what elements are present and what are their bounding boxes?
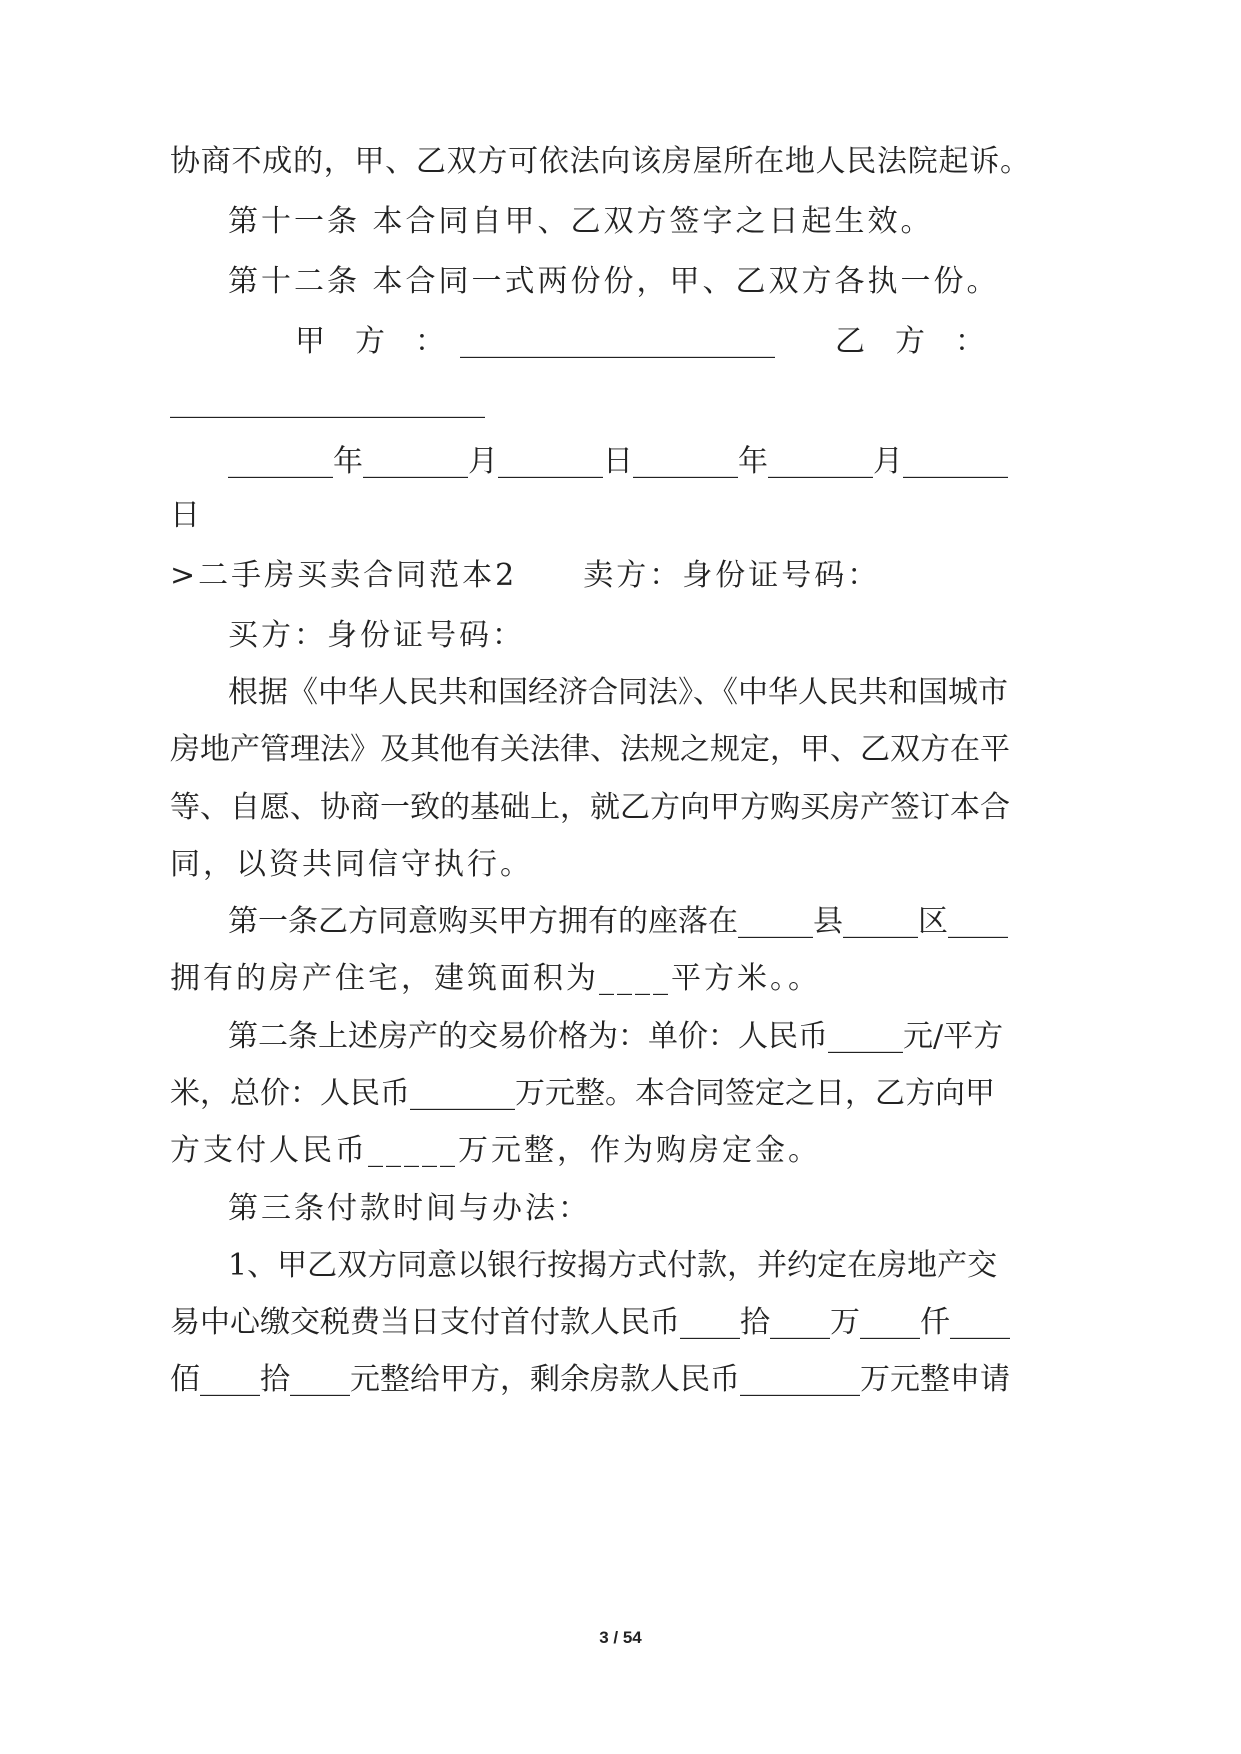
clause-2-line-3: 方支付人民币_____万元整，作为购房定金。 bbox=[170, 1133, 821, 1168]
body-line-13: 同，以资共同信守执行。 bbox=[170, 847, 533, 882]
signature-parties-line: 甲 方 ： _____________________ 乙 方 ： bbox=[295, 324, 985, 359]
clause-12-line: 第十二条 本合同一式两份份，甲、乙双方各执一份。 bbox=[228, 264, 1000, 299]
clause-1-line-2: 拥有的房产住宅，建筑面积为____平方米。。 bbox=[170, 961, 821, 996]
clause-3-heading: 第三条付款时间与办法： bbox=[228, 1191, 591, 1226]
clause-2-line-1: 第二条上述房产的交易价格为：单价：人民币_____元/平方 bbox=[228, 1019, 1004, 1054]
date-line-end: 日 bbox=[170, 498, 203, 533]
body-line-12: 等、自愿、协商一致的基础上，就乙方向甲方购买房产签订本合 bbox=[170, 790, 1010, 825]
clause-3-line-1: 1、甲乙双方同意以银行按揭方式付款，并约定在房地产交 bbox=[228, 1248, 998, 1283]
clause-1-line-1: 第一条乙方同意购买甲方拥有的座落在_____县_____区____ bbox=[228, 904, 1008, 939]
section-heading-contract-2: >二手房买卖合同范本2 卖方：身份证号码： bbox=[170, 558, 881, 593]
body-line-10: 根据《中华人民共和国经济合同法》、《中华人民共和国城市 bbox=[228, 675, 1008, 710]
body-line-11: 房地产管理法》及其他有关法律、法规之规定，甲、乙双方在平 bbox=[170, 732, 1010, 767]
clause-3-line-2: 易中心缴交税费当日支付首付款人民币____拾____万____仟____ bbox=[170, 1305, 1010, 1340]
body-line-1: 协商不成的，甲、乙双方可依法向该房屋所在地人民法院起诉。 bbox=[170, 144, 1030, 179]
date-line: _______年_______月_______日_______年_______月_______ bbox=[228, 444, 1008, 479]
buyer-id-line: 买方：身份证号码： bbox=[228, 618, 525, 653]
clause-3-line-3: 佰____拾____元整给甲方，剩余房款人民币________万元整申请 bbox=[170, 1362, 1010, 1397]
clause-2-line-2: 米，总价：人民币_______万元整。本合同签定之日，乙方向甲 bbox=[170, 1076, 995, 1111]
signature-blank-line: _____________________ bbox=[170, 384, 485, 419]
clause-11-line: 第十一条 本合同自甲、乙双方签字之日起生效。 bbox=[228, 204, 934, 239]
page-number: 3 / 54 bbox=[599, 1628, 642, 1647]
